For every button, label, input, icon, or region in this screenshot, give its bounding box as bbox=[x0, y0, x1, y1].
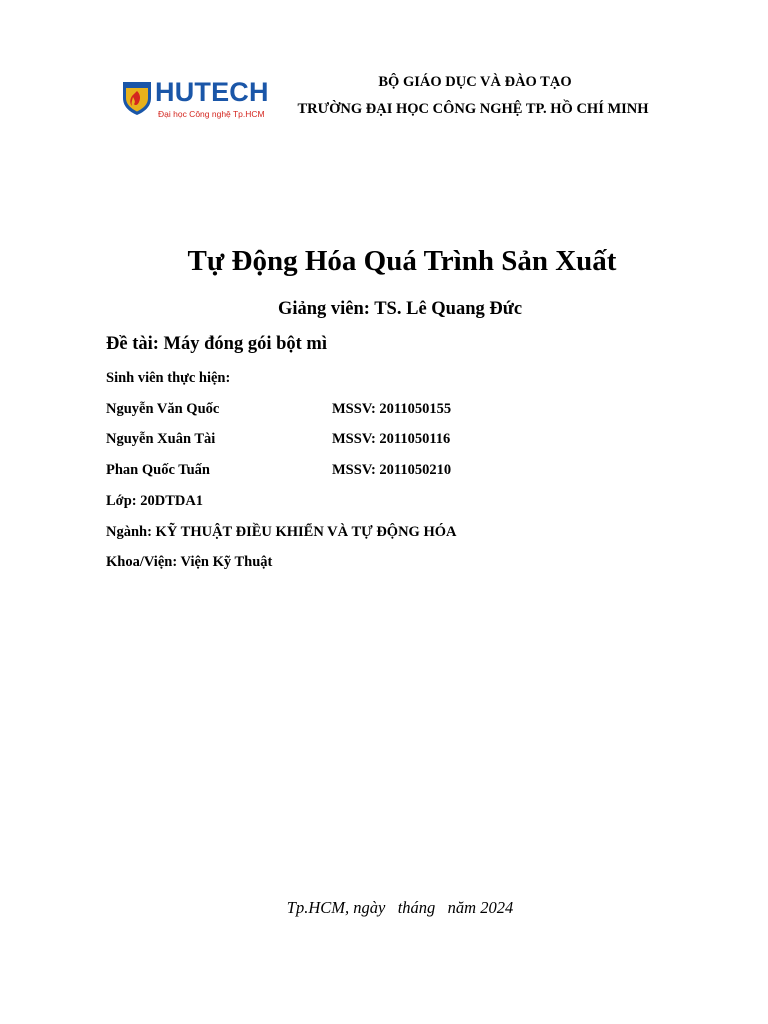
student-mssv: MSSV: 2011050155 bbox=[332, 401, 452, 417]
university-logo bbox=[122, 78, 272, 124]
student-name: Nguyễn Văn Quốc bbox=[106, 401, 220, 417]
student-name: Phan Quốc Tuấn bbox=[106, 462, 210, 478]
class-line: Lớp: 20DTDA1 bbox=[106, 493, 204, 509]
logo-wordmark: HUTECH bbox=[155, 77, 269, 107]
logo-subtitle: Đại học Công nghệ Tp.HCM bbox=[158, 109, 265, 119]
date-line: Tp.HCM, ngày tháng năm 2024 bbox=[286, 898, 514, 917]
ministry-name: BỘ GIÁO DỤC VÀ ĐÀO TẠO bbox=[378, 74, 572, 90]
student-mssv: MSSV: 2011050116 bbox=[332, 431, 451, 447]
document-title: Tự Động Hóa Quá Trình Sản Xuất bbox=[187, 245, 617, 277]
student-mssv: MSSV: 2011050210 bbox=[332, 462, 452, 478]
major-line: Ngành: KỸ THUẬT ĐIỀU KHIỂN VÀ TỰ ĐỘNG HÓA bbox=[106, 524, 457, 540]
student-name: Nguyễn Xuân Tài bbox=[106, 431, 216, 447]
topic-line: Đề tài: Máy đóng gói bột mì bbox=[106, 334, 327, 354]
shield-icon bbox=[122, 80, 152, 116]
lecturer-line: Giảng viên: TS. Lê Quang Đức bbox=[277, 299, 523, 319]
university-name: TRƯỜNG ĐẠI HỌC CÔNG NGHỆ TP. HỒ CHÍ MINH bbox=[297, 101, 649, 117]
faculty-line: Khoa/Viện: Viện Kỹ Thuật bbox=[106, 554, 273, 570]
students-label: Sinh viên thực hiện: bbox=[106, 370, 231, 386]
